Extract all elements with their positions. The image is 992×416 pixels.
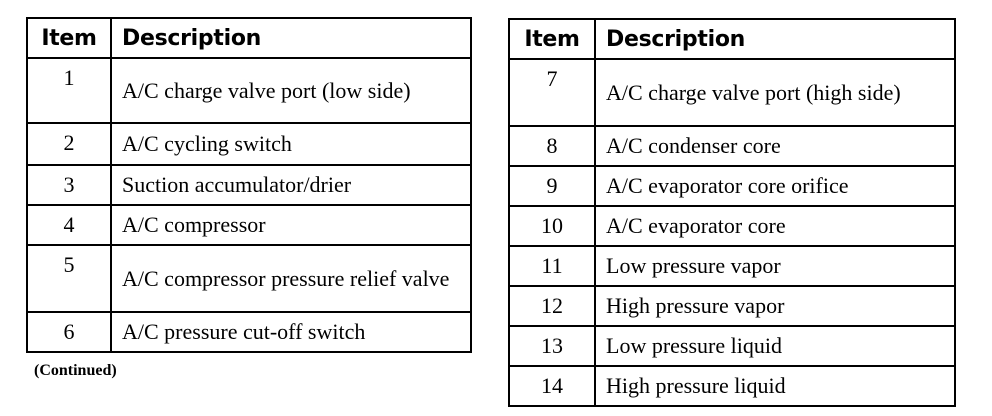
right-parts-table <box>508 18 956 407</box>
item-description: A/C evaporator core orifice <box>595 166 955 206</box>
item-number: 9 <box>509 166 595 206</box>
item-number: 14 <box>509 366 595 406</box>
table-row <box>27 312 471 352</box>
item-column-header: Item <box>509 19 595 59</box>
item-description: A/C compressor <box>111 205 471 245</box>
item-number: 7 <box>509 59 595 126</box>
item-description: A/C charge valve port (high side) <box>595 59 955 126</box>
item-description: Suction accumulator/drier <box>111 165 471 205</box>
table-row <box>27 245 471 312</box>
item-number: 8 <box>509 126 595 166</box>
item-description: A/C charge valve port (low side) <box>111 58 471 123</box>
item-description: High pressure vapor <box>595 286 955 326</box>
item-description: A/C cycling switch <box>111 123 471 165</box>
description-column-header: Description <box>111 18 471 58</box>
item-number: 2 <box>27 123 111 165</box>
table-row <box>27 205 471 245</box>
item-number: 13 <box>509 326 595 366</box>
item-number: 10 <box>509 206 595 246</box>
table-row <box>509 206 955 246</box>
item-column-header: Item <box>27 18 111 58</box>
table-row <box>509 246 955 286</box>
item-number: 1 <box>27 58 111 123</box>
item-number: 5 <box>27 245 111 312</box>
item-description: Low pressure liquid <box>595 326 955 366</box>
table-header-row <box>27 18 471 58</box>
item-description: A/C evaporator core <box>595 206 955 246</box>
item-number: 12 <box>509 286 595 326</box>
left-parts-table <box>26 17 472 353</box>
table-row <box>509 126 955 166</box>
table-header-row <box>509 19 955 59</box>
item-number: 11 <box>509 246 595 286</box>
item-description: A/C compressor pressure relief valve <box>111 245 471 312</box>
item-number: 3 <box>27 165 111 205</box>
table-row <box>509 59 955 126</box>
table-row <box>509 166 955 206</box>
item-description: High pressure liquid <box>595 366 955 406</box>
item-description: A/C condenser core <box>595 126 955 166</box>
table-row <box>27 165 471 205</box>
table-row <box>509 326 955 366</box>
item-description: A/C pressure cut-off switch <box>111 312 471 352</box>
table-row <box>27 123 471 165</box>
item-number: 4 <box>27 205 111 245</box>
continued-note: (Continued) <box>34 362 117 379</box>
item-description: Low pressure vapor <box>595 246 955 286</box>
item-number: 6 <box>27 312 111 352</box>
description-column-header: Description <box>595 19 955 59</box>
table-row <box>509 286 955 326</box>
table-row <box>509 366 955 406</box>
table-row <box>27 58 471 123</box>
